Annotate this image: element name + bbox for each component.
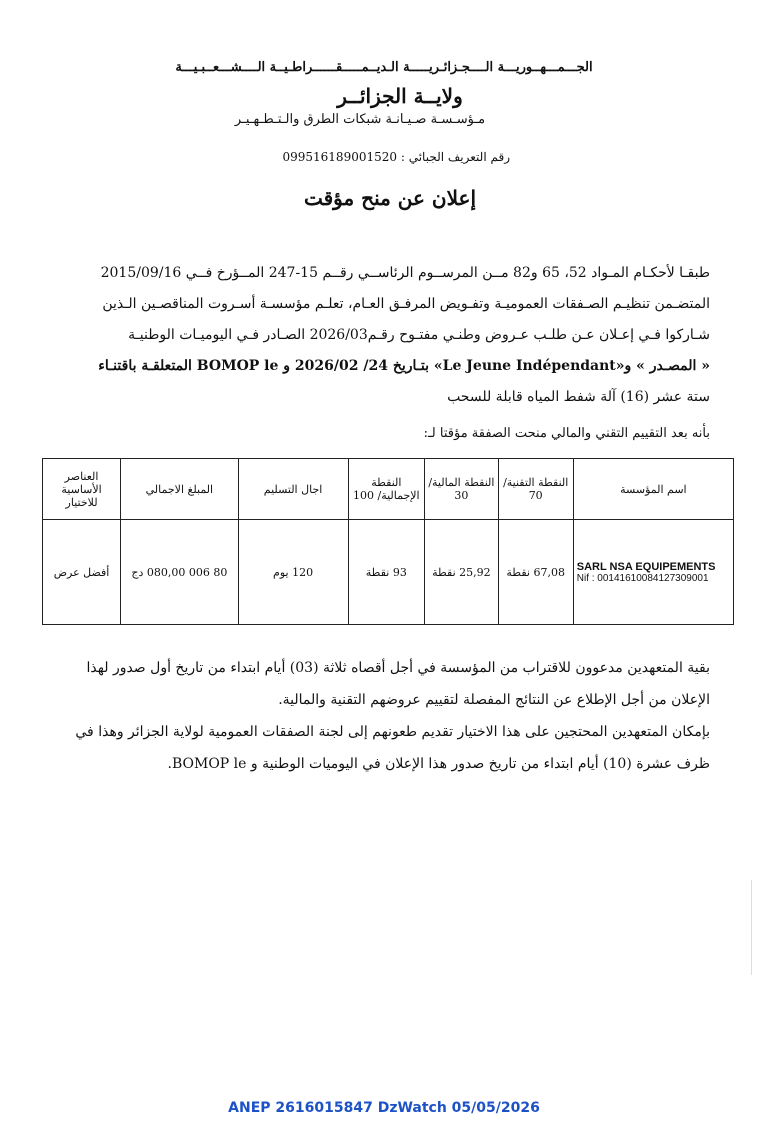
tax-id-line: [270, 150, 510, 164]
wilaya-heading: ولايــة الجزائــر: [337, 84, 463, 108]
republic-heading: الجـــمـــهــوريـــة الــــجـزائـريـــــة الـديــمـــــقــــــراطـيــة الــــشـــعــبـيـــة: [175, 60, 593, 75]
intro-line: المتضـمن تنظيـم الصـفقات العموميـة وتفـويض المرفـق العـام، تعلـم مؤسسـة أسـروت المناقصـين الـذين: [102, 296, 710, 312]
closing-paragraph: [60, 652, 710, 780]
header-technical-score: النقطة التقنية/ 70: [498, 459, 573, 520]
intro-paragraph: [60, 258, 710, 413]
tax-id-label: رقم التعريف الجبائي :: [400, 150, 510, 164]
notice-title: إعلان عن منح مؤقت: [303, 186, 477, 210]
award-table: [42, 458, 734, 625]
cell-company: [573, 520, 733, 625]
cell-total-score: 93 نقطة: [348, 520, 425, 625]
closing-line: بإمكان المتعهدين المحتجين على هذا الاختيار تقديم طعونهم إلى لجنة الصفقات العمومية لولاية الجزائر وهذا في: [75, 724, 710, 740]
cell-selection-criteria: أفضل عرض: [43, 520, 121, 625]
closing-line: الإعلان من أجل الإطلاع عن النتائج المفصلة لتقييم عروضهم التقنية والمالية.: [278, 692, 710, 708]
header-delivery-time: اجال التسليم: [238, 459, 348, 520]
cell-technical-score: 67,08 نقطة: [498, 520, 573, 625]
institution-name: مـؤسـسـة صـيـانـة شبكات الطرق والـتـطـهـيـر: [234, 112, 486, 127]
company-name: SARL NSA EQUIPEMENTS: [576, 560, 716, 573]
intro-line: طبقـا لأحكـام المـواد 52، 65 و82 مــن المرســوم الرئاســي رقــم 15-247 المــؤرخ فــي 2015/09/16: [100, 265, 710, 281]
header-selection-criteria: العناصر الأساسية للاختيار: [43, 459, 121, 520]
cell-total-amount: 80 006 080,00 دج: [121, 520, 238, 625]
header-total-score: النقطة الإجمالية/ 100: [348, 459, 425, 520]
company-nif: Nif : 00141610084127309001: [576, 572, 709, 584]
table-row: [43, 520, 734, 625]
scan-edge-mark: [751, 880, 752, 975]
cell-financial-score: 25,92 نقطة: [425, 520, 499, 625]
tax-id-value: 099516189001520: [282, 150, 398, 164]
publication-reference: ANEP 2616015847 DzWatch 05/05/2026: [228, 1100, 540, 1116]
intro-line: « المصـدر » و«Le Jeune Indépendant» بتـاريخ 24/ 2026/02 و BOMOP le المتعلقـة باقتنـاء: [98, 358, 710, 374]
table-intro: بأنه بعد التقييم التقني والمالي منحت الصفقة مؤقتا لـ:: [423, 426, 710, 441]
header-total-amount: المبلغ الاجمالي: [121, 459, 238, 520]
closing-line: ظرف عشرة (10) أيام ابتداء من تاريخ صدور هذا الإعلان في اليوميات الوطنية و BOMOP le.: [167, 756, 710, 772]
header-financial-score: النقطة المالية/ 30: [425, 459, 499, 520]
closing-line: بقية المتعهدين مدعوون للاقتراب من المؤسسة في أجل أقصاه ثلاثة (03) أيام ابتداء من تاريخ أول صدور لهذا: [86, 660, 710, 676]
intro-line: ستة عشر (16) آلة شفط المياه قابلة للسحب: [447, 389, 710, 405]
intro-line: شـاركوا فـي إعـلان عـن طلـب عـروض وطنـي مفتـوح رقـم2026/03 الصـادر فـي اليوميـات الوطنيـة: [128, 327, 710, 343]
header-company-name: اسم المؤسسة: [573, 459, 733, 520]
table-header-row: [43, 459, 734, 520]
cell-delivery-time: 120 يوم: [238, 520, 348, 625]
